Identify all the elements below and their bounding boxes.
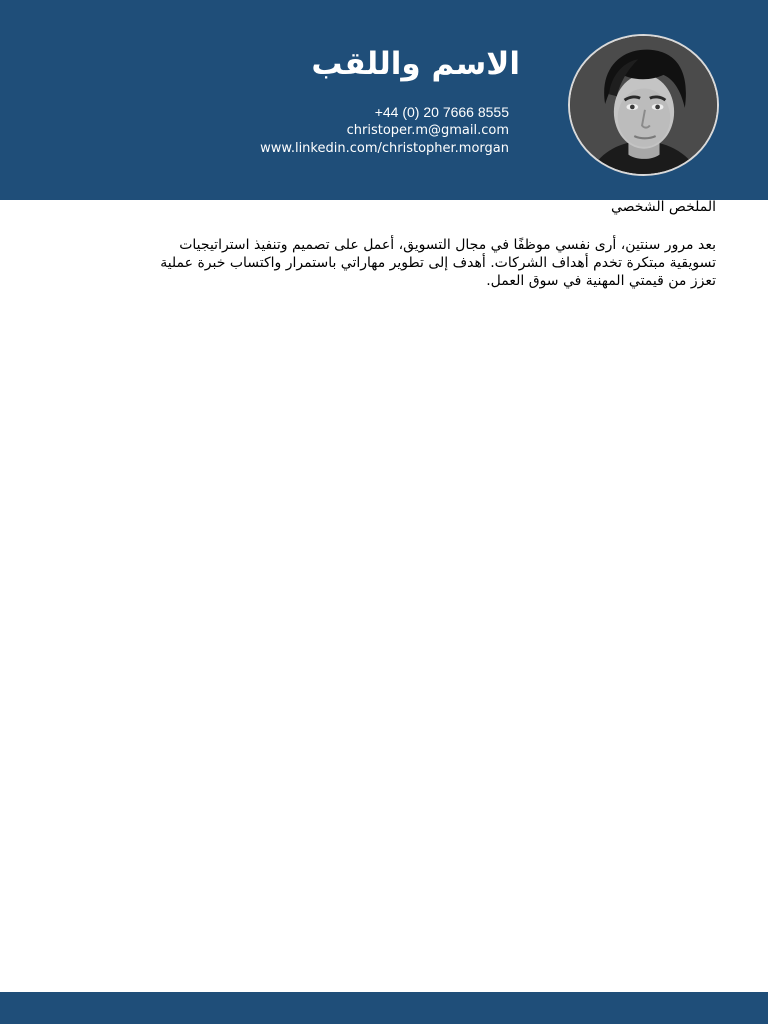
header-banner (0, 0, 768, 200)
summary-line: تسويقية مبتكرة تخدم أهداف الشركات. أهدف إلى تطوير مهاراتي باستمرار واكتساب خبرة عملية (160, 255, 716, 271)
linkedin-url[interactable]: www.linkedin.com/christopher.morgan (260, 141, 509, 156)
phone-number: +44 (0) 20 7666 8555 (374, 104, 509, 120)
summary-heading: الملخص الشخصي (610, 199, 716, 215)
summary-paragraph (56, 236, 716, 290)
summary-line: بعد مرور سنتين، أرى نفسي موظفًا في مجال التسويق، أعمل على تصميم وتنفيذ استراتيجيات (179, 237, 716, 253)
footer-bar (0, 992, 768, 1024)
email-address[interactable]: christoper.m@gmail.com (346, 123, 509, 138)
profile-photo (568, 34, 719, 176)
portrait-image (570, 36, 717, 174)
summary-line: تعزز من قيمتي المهنية في سوق العمل. (486, 273, 716, 289)
full-name-title: الاسم واللقب (311, 46, 520, 82)
